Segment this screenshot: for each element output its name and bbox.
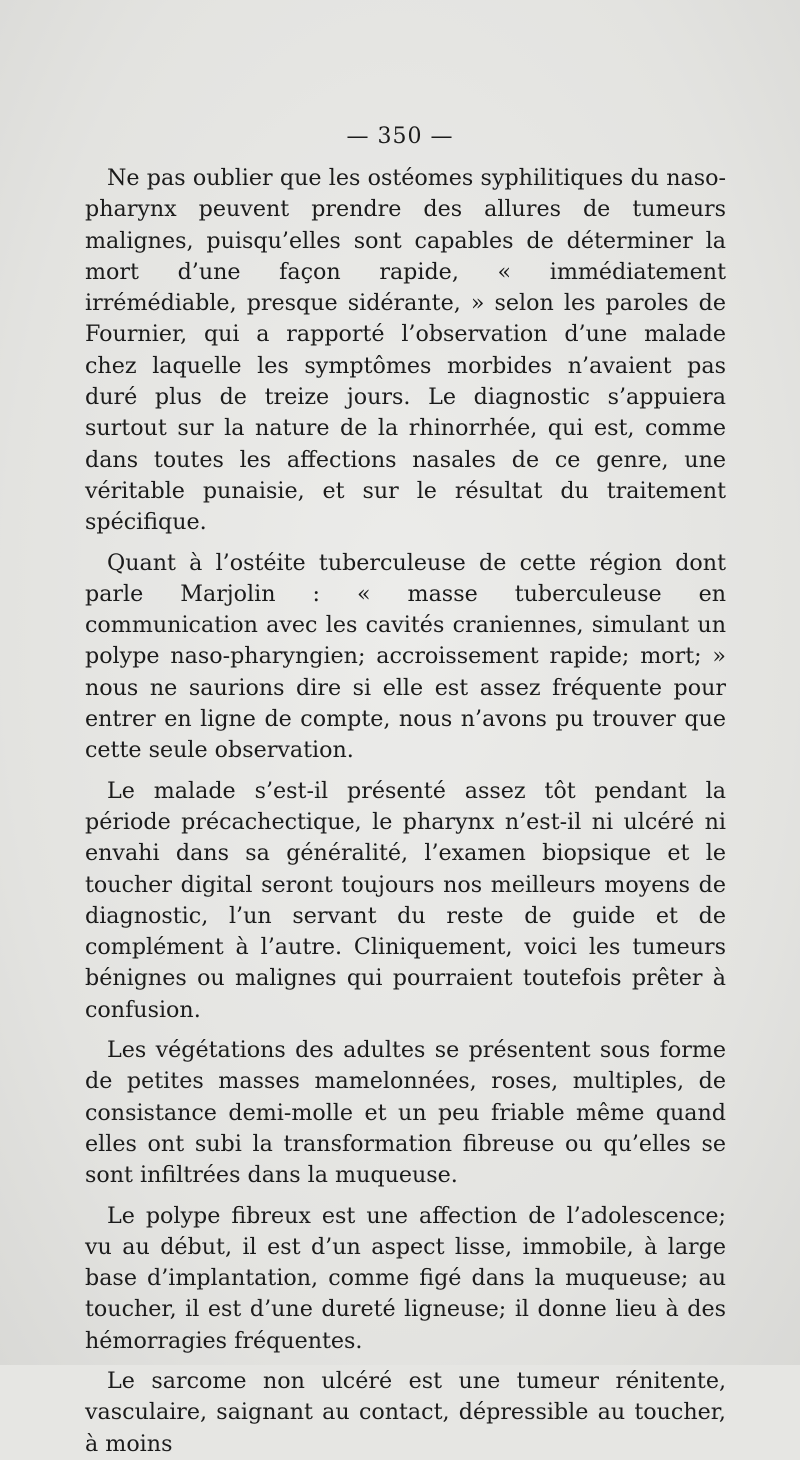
paragraph-vegetations: Les végétations des adultes se présentent sous forme de petites masses mamelonnées, roses, multiples, de consistance demi-molle et un peu friable même quand elles ont subi la transformation fibreuse ou qu’elles se sont infiltrées dans la muqueuse. — [85, 1037, 726, 1189]
paragraph-osteomes: Ne pas oublier que les ostéomes syphilitiques du naso-pharynx peuvent prendre des allures de tumeurs malignes, puisqu’elles sont capables de déterminer la mort d’une façon rapide, « immédiatement irrémédiable, presque sidérante, » selon les paroles de Fournier, qui a rapporté l’observation d’une malade chez laquelle les symptômes morbides n’avaient pas duré plus de treize jours. Le diagnostic s’appuiera surtout sur la nature de la rhinorrhée, qui est, comme dans toutes les affections nasales de ce genre, une véritable punaisie, et sur le résultat du traitement spécifique. — [85, 165, 726, 536]
page-number: — 350 — — [346, 124, 454, 149]
body-text — [85, 163, 726, 1460]
paragraph-osteite-tuberculeuse: Quant à l’ostéite tuberculeuse de cette région dont parle Marjolin : « masse tuberculeuse en communication avec les cavités craniennes, simulant un polype naso-pharyngien; accroissement rapide; mort; » nous ne saurions dire si elle est assez fréquente pour entrer en ligne de compte, nous n’avons pu trouver que cette seule observation. — [85, 549, 726, 764]
paragraph-polype-fibreux: Le polype fibreux est une affection de l’adolescence; vu au début, il est d’un aspect lisse, immobile, à large base d’implantation, comme figé dans la muqueuse; au toucher, il est d’une dureté ligneuse; il donne lieu à des hémorragies fréquentes. — [85, 1202, 726, 1354]
paragraph-diagnostic: Le malade s’est-il présenté assez tôt pendant la période précachectique, le pharynx n’est-il ni ulcéré ni envahi dans sa généralité, l’examen biopsique et le toucher digital seront toujours nos meilleurs moyens de diagnostic, l’un servant du reste de guide et de complément à l’autre. Cliniquement, voici les tumeurs bénignes ou malignes qui pourraient toutefois prêter à confusion. — [85, 777, 726, 1023]
paragraph-sarcome: Le sarcome non ulcéré est une tumeur rénitente, vasculaire, saignant au contact, dépressible au toucher, à moins — [85, 1367, 726, 1457]
